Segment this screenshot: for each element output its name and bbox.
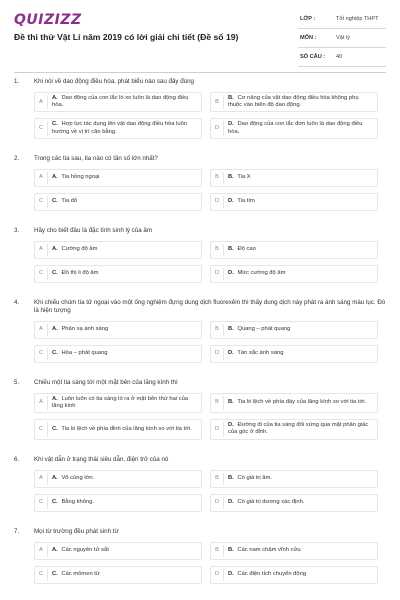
option-text [52,499,94,506]
option-label: Tia ló lệch về phía đáy của lăng kính so với tia tới. [237,399,367,406]
answer-option-a[interactable] [34,393,202,413]
answer-option-c[interactable] [34,494,202,512]
option-letter-box: D [211,121,224,135]
answer-option-a[interactable] [34,542,202,560]
quizizz-logo: QUIZIZZ [14,12,82,28]
question-number: 5. [14,378,20,386]
answer-option-c[interactable] [34,118,202,138]
option-prefix: B. [228,475,234,482]
option-letter-box: B [211,95,224,109]
option-label: Quang – phát quang [237,326,291,333]
option-prefix: C. [52,198,58,205]
option-letter-box: B [211,396,224,410]
option-label: Tia hồng ngoại [61,174,100,181]
option-letter-box: D [211,422,224,436]
option-text [228,350,283,357]
question-text [14,227,386,235]
option-label: Phản xạ ánh sáng [61,326,109,333]
option-label: Bằng không. [61,499,94,506]
option-label: Tia X [237,174,251,181]
option-label: Hóa – phát quang [61,350,108,357]
answer-option-b[interactable] [210,241,378,259]
option-letter-box: B [211,324,224,336]
option-text [228,475,272,482]
answer-option-b[interactable] [210,470,378,488]
option-text [228,270,285,277]
option-text [52,174,99,181]
question-prompt: Chiếu một tia sáng tới một mặt bên của lăng kính thì [34,378,178,386]
question-number: 4. [14,298,20,306]
option-letter-box: C [35,348,48,360]
option-label: Các mômen từ [61,571,100,578]
answer-options [14,92,386,139]
answer-options [14,241,386,283]
option-prefix: A. [52,326,58,333]
question-list [14,78,386,584]
option-letter-box: D [211,497,224,509]
answer-option-c[interactable] [34,419,202,439]
option-text [52,350,108,357]
option-prefix: D. [228,121,234,128]
answer-option-a[interactable] [34,169,202,187]
option-prefix: C. [52,350,58,357]
answer-option-d[interactable] [210,118,378,138]
option-label: Tia tím [237,198,255,205]
option-text [52,396,197,410]
header-divider [14,72,386,73]
option-prefix: B. [228,547,234,554]
option-text [228,174,251,181]
answer-option-d[interactable] [210,419,378,439]
option-text [228,399,366,406]
option-label: Đồ thị li độ âm [61,270,99,277]
option-prefix: D. [228,422,234,429]
option-text [228,95,373,109]
question-text [14,456,386,464]
option-prefix: A. [52,95,58,101]
option-label: Các nam châm vĩnh cửu [237,547,301,554]
question-prompt: Trong các tia sau, tia nào có tần số lớn nhất? [34,154,158,162]
question-prompt: Hãy cho biết đâu là đặc tính sinh lý của âm [34,226,152,234]
option-text [228,499,304,506]
question-text [14,528,386,536]
answer-option-d[interactable] [210,345,378,363]
option-text [52,246,97,253]
option-label: Độ cao [237,246,256,253]
question-item [14,227,386,283]
question-number: 2. [14,154,20,162]
question-item [14,456,386,512]
option-letter-box: C [35,121,48,135]
option-letter-box: A [35,473,48,485]
answer-options [14,321,386,363]
question-number: 7. [14,527,20,535]
option-prefix: C. [52,425,58,432]
question-prompt: Mọi từ trường đều phát sinh từ [34,527,119,535]
option-letter-box: A [35,324,48,336]
option-prefix: C. [52,499,58,506]
option-label: Dao động của con lắc đơn luôn là dao động điều hòa. [228,121,363,135]
option-letter-box: D [211,268,224,280]
question-number: 1. [14,78,20,85]
question-text [14,379,386,387]
answer-option-a[interactable] [34,92,202,112]
option-prefix: D. [228,198,234,205]
option-text [52,326,108,333]
meta-row-count [298,48,386,67]
option-prefix: A. [52,246,58,253]
option-letter-box: C [35,268,48,280]
option-prefix: C. [52,270,58,277]
meta-table [298,10,386,67]
option-text [228,571,306,578]
answer-option-a[interactable] [34,470,202,488]
meta-label: LỚP : [300,16,316,22]
option-letter-box: C [35,569,48,581]
option-letter-box: A [35,172,48,184]
answer-option-c[interactable] [34,566,202,584]
question-text [14,78,386,86]
option-text [228,547,301,554]
option-letter-box: C [35,497,48,509]
option-letter-box: B [211,172,224,184]
meta-row-grade [298,10,386,29]
answer-option-b[interactable] [210,92,378,112]
option-label: Hợp lực tác dụng lên vật dao động điều hòa luôn hướng về vị trí cân bằng. [52,121,188,135]
option-text [52,270,99,277]
worksheet-header [14,10,386,68]
option-label: Tán sắc ánh sáng [237,350,284,357]
option-prefix: A. [52,547,58,554]
meta-label: MÔN : [300,35,317,41]
option-prefix: B. [228,326,234,333]
answer-option-d[interactable] [210,494,378,512]
meta-row-subject [298,29,386,48]
option-prefix: D. [228,499,234,506]
option-prefix: B. [228,95,234,101]
answer-option-b[interactable] [210,393,378,413]
option-text [52,571,100,578]
option-letter-box: B [211,244,224,256]
answer-option-a[interactable] [34,321,202,339]
meta-value: Tốt nghiệp THPT [336,16,379,22]
option-label: Đường đi của tia sáng đối xứng qua mặt phân giác của góc ở đỉnh. [228,422,369,436]
option-label: Cường độ âm [61,246,98,253]
option-label: Các nguyên tử sắt [61,547,109,554]
option-label: Tia ló lệch về phía đỉnh của lăng kính so với tia tới. [61,425,192,432]
meta-value: 40 [336,54,343,60]
option-label: Mức cường độ âm [237,270,286,277]
option-label: Có giá trị dương xác định. [237,499,305,506]
option-text [52,95,197,109]
option-letter-box: C [35,422,48,436]
answer-option-c[interactable] [34,345,202,363]
question-item [14,155,386,211]
option-text [52,547,109,554]
option-label: Dao động của con lắc lò xo luôn là dao động điều hòa. [52,95,189,109]
option-text [228,198,255,205]
option-prefix: C. [52,571,58,578]
meta-value: Vật lý [336,35,350,41]
question-item [14,379,386,440]
question-prompt: Khi nói về dao động điều hòa, phát biểu nào sau đây đúng [34,78,194,85]
option-label: Có giá trị âm. [237,475,272,482]
answer-option-b[interactable] [210,321,378,339]
answer-options [14,470,386,512]
answer-option-d[interactable] [210,193,378,211]
answer-option-c[interactable] [34,265,202,283]
option-prefix: B. [228,399,234,406]
option-label: Các điện tích chuyển động [237,571,307,578]
question-prompt: Khi chiếu chùm tia tử ngoại vào một ống nghiệm đựng dung dịch fluorexêin thì thấy dung dịch này phát ra ánh sáng màu lục. Đó là hiện tượng [34,298,386,314]
question-text [14,155,386,163]
option-text [52,198,77,205]
option-label: Cơ năng của vật dao động điều hòa không phụ thuộc vào biên độ dao động. [228,95,359,109]
option-label: Tia đỏ [61,198,78,205]
answer-option-b[interactable] [210,169,378,187]
option-letter-box: A [35,244,48,256]
option-letter-box: D [211,569,224,581]
question-item [14,528,386,584]
option-letter-box: B [211,473,224,485]
question-item [14,78,386,139]
option-letter-box: A [35,95,48,109]
question-item [14,299,386,363]
option-text [228,326,290,333]
answer-options [14,542,386,584]
option-prefix: A. [52,395,58,402]
option-prefix: C. [52,121,58,128]
answer-option-d[interactable] [210,265,378,283]
question-number: 6. [14,455,20,463]
option-label: Luôn luôn có tia sáng ló ra ở mặt bên thứ hai của lăng kính [52,395,189,410]
option-letter-box: B [211,545,224,557]
option-prefix: A. [52,475,58,482]
option-text [52,121,197,135]
option-letter-box: A [35,545,48,557]
answer-option-c[interactable] [34,193,202,211]
option-text [228,121,373,135]
option-letter-box: A [35,396,48,410]
answer-option-a[interactable] [34,241,202,259]
option-letter-box: C [35,196,48,208]
option-text [52,426,192,433]
answer-option-b[interactable] [210,542,378,560]
option-prefix: B. [228,246,234,253]
question-text [14,299,386,315]
meta-label: SỐ CÂU : [300,54,326,60]
option-letter-box: D [211,348,224,360]
option-letter-box: D [211,196,224,208]
option-prefix: A. [52,174,58,181]
option-label: Vô cùng lớn. [61,475,95,482]
option-prefix: D. [228,350,234,357]
option-prefix: B. [228,174,234,181]
answer-option-d[interactable] [210,566,378,584]
answer-options [14,393,386,440]
question-prompt: Khi vật dẫn ở trạng thái siêu dẫn, điện trở của nó [34,455,169,463]
option-prefix: D. [228,270,234,277]
option-text [228,246,256,253]
question-number: 3. [14,226,20,234]
option-text [228,422,373,436]
option-text [52,475,94,482]
option-prefix: D. [228,571,234,578]
answer-options [14,169,386,211]
page-title: Đề thi thử Vật Lí năm 2019 có lời giải chi tiết (Đề số 19) [14,32,239,42]
